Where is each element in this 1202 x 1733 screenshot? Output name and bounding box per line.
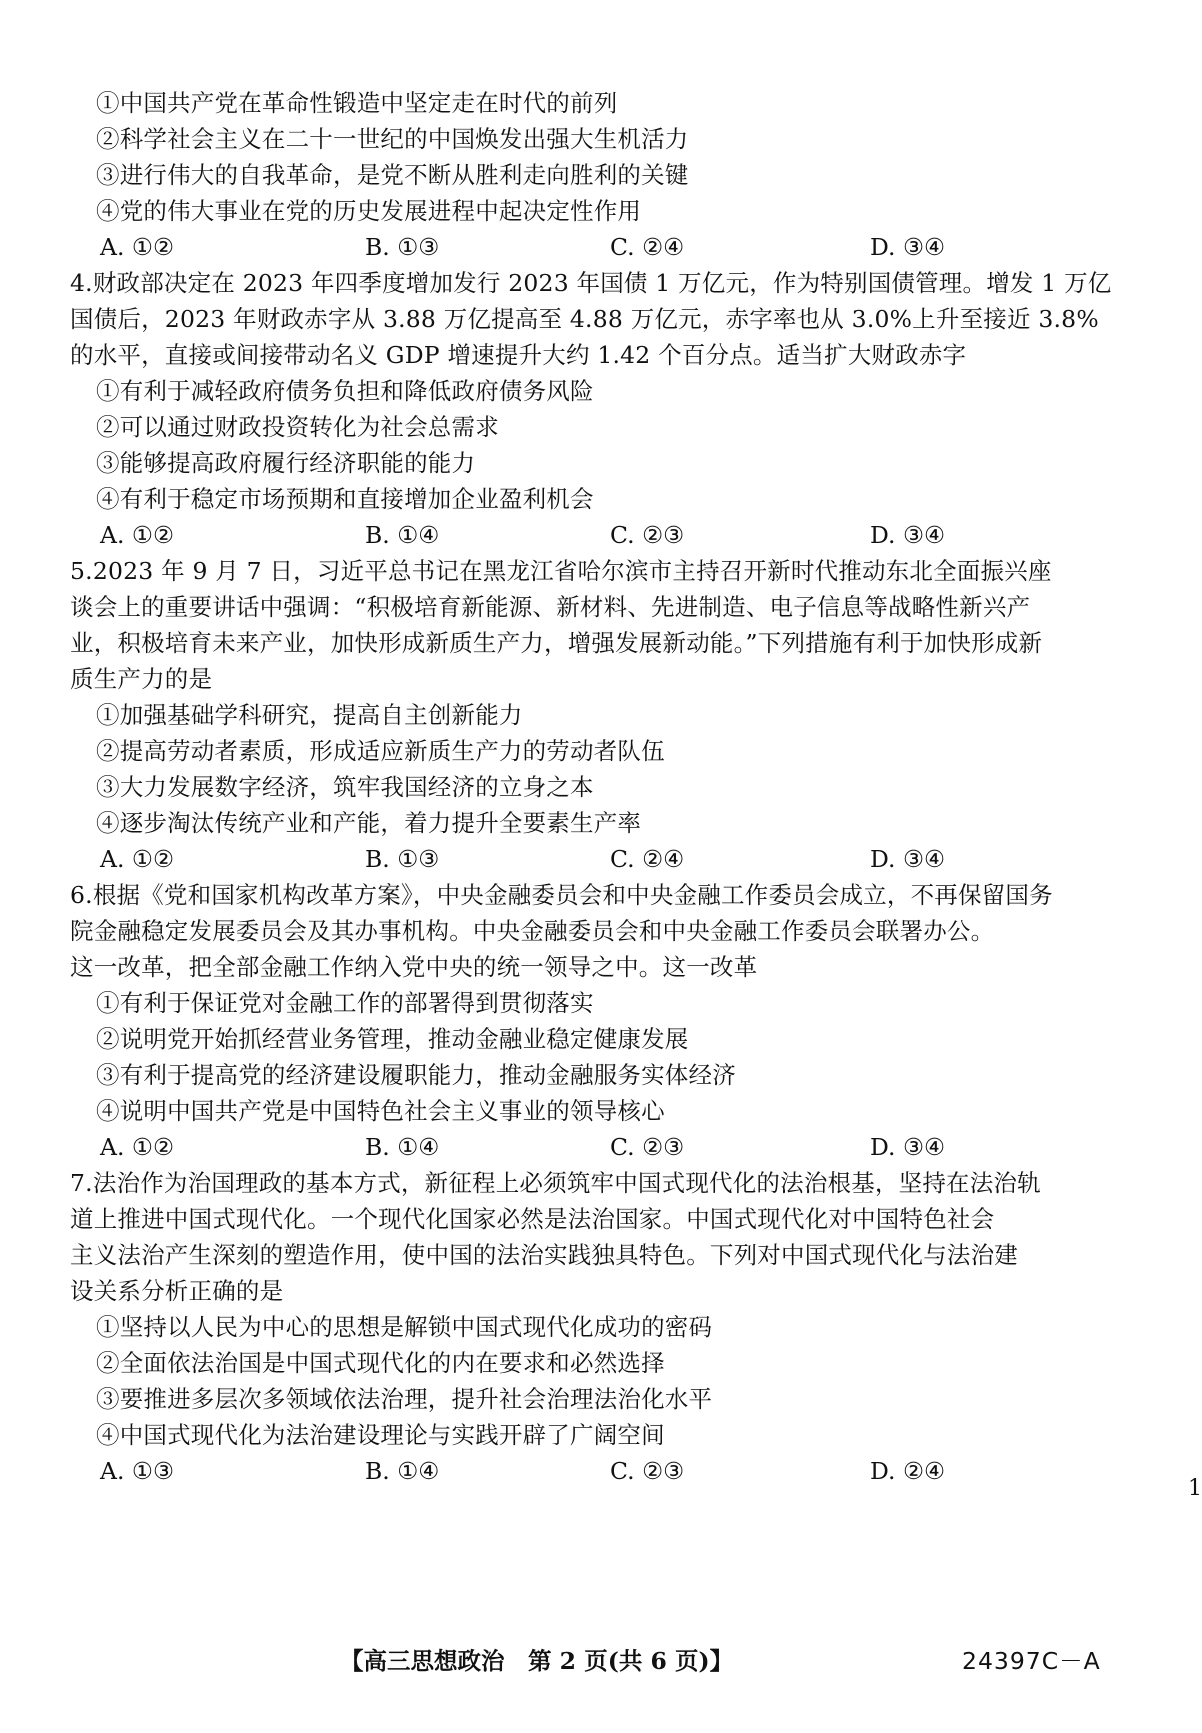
q7-stem-line-1: 7.法治作为治国理政的基本方式，新征程上必须筑牢中国式现代化的法治根基，坚持在法治轨	[70, 1169, 1041, 1197]
q6-option-4: ④说明中国共产党是中国特色社会主义事业的领导核心	[96, 1097, 665, 1125]
q4-option-4: ④有利于稳定市场预期和直接增加企业盈利机会	[96, 485, 594, 513]
q3-choice-d: D. ③④	[870, 233, 946, 261]
q7-stem-line-4: 设关系分析正确的是	[70, 1277, 284, 1305]
q5-stem-line-1: 5.2023 年 9 月 7 日，习近平总书记在黑龙江省哈尔滨市主持召开新时代推动东北全面振兴座	[70, 557, 1052, 585]
footer-code: 24397C－A	[962, 1647, 1101, 1675]
q3-option-4: ④党的伟大事业在党的历史发展进程中起决定性作用	[96, 197, 642, 225]
q5-option-4: ④逐步淘汰传统产业和产能，着力提升全要素生产率	[96, 809, 642, 837]
q6-choice-c: C. ②③	[610, 1133, 685, 1161]
q6-stem-line-2: 院金融稳定发展委员会及其办事机构。中央金融委员会和中央金融工作委员会联署办公。	[70, 917, 995, 945]
q5-choice-a: A. ①②	[100, 845, 175, 873]
q7-option-1: ①坚持以人民为中心的思想是解锁中国式现代化成功的密码	[96, 1313, 713, 1341]
q4-option-1: ①有利于减轻政府债务负担和降低政府债务风险	[96, 377, 594, 405]
q4-option-3: ③能够提高政府履行经济职能的能力	[96, 449, 476, 477]
q6-choice-b: B. ①④	[365, 1133, 440, 1161]
q7-choice-d: D. ②④	[870, 1457, 946, 1485]
q7-stem-line-2: 道上推进中国式现代化。一个现代化国家必然是法治国家。中国式现代化对中国特色社会	[70, 1205, 995, 1233]
q5-stem-line-4: 质生产力的是	[70, 665, 213, 693]
q4-choice-a: A. ①②	[100, 521, 175, 549]
q4-option-2: ②可以通过财政投资转化为社会总需求	[96, 413, 499, 441]
q6-choice-a: A. ①②	[100, 1133, 175, 1161]
q6-choice-d: D. ③④	[870, 1133, 946, 1161]
q5-stem-line-2: 谈会上的重要讲话中强调：“积极培育新能源、新材料、先进制造、电子信息等战略性新兴产	[70, 593, 1031, 621]
q5-choice-c: C. ②④	[610, 845, 685, 873]
q3-choice-a: A. ①②	[100, 233, 175, 261]
q6-option-3: ③有利于提高党的经济建设履职能力，推动金融服务实体经济	[96, 1061, 736, 1089]
q5-stem-line-3: 业，积极培育未来产业，加快形成新质生产力，增强发展新动能。”下列措施有利于加快形成新	[70, 629, 1043, 657]
footer-title: 【高三思想政治 第 2 页(共 6 页)】	[340, 1647, 734, 1675]
margin-mark: 1	[1188, 1476, 1202, 1501]
q4-choice-b: B. ①④	[365, 521, 440, 549]
q5-option-1: ①加强基础学科研究，提高自主创新能力	[96, 701, 523, 729]
q5-choice-d: D. ③④	[870, 845, 946, 873]
q5-option-2: ②提高劳动者素质，形成适应新质生产力的劳动者队伍	[96, 737, 665, 765]
q7-stem-line-3: 主义法治产生深刻的塑造作用，使中国的法治实践独具特色。下列对中国式现代化与法治建	[70, 1241, 1018, 1269]
q3-choice-b: B. ①③	[365, 233, 440, 261]
q4-stem-line-3: 的水平，直接或间接带动名义 GDP 增速提升大约 1.42 个百分点。适当扩大财政赤字	[70, 341, 967, 369]
q3-choice-c: C. ②④	[610, 233, 685, 261]
q4-stem-line-2: 国债后，2023 年财政赤字从 3.88 万亿提高至 4.88 万亿元，赤字率也从 3.0%上升至接近 3.8%	[70, 305, 1099, 333]
q6-option-1: ①有利于保证党对金融工作的部署得到贯彻落实	[96, 989, 594, 1017]
q4-choice-d: D. ③④	[870, 521, 946, 549]
q7-choice-b: B. ①④	[365, 1457, 440, 1485]
q6-option-2: ②说明党开始抓经营业务管理，推动金融业稳定健康发展	[96, 1025, 689, 1053]
q7-option-2: ②全面依法治国是中国式现代化的内在要求和必然选择	[96, 1349, 665, 1377]
q6-stem-line-1: 6.根据《党和国家机构改革方案》，中央金融委员会和中央金融工作委员会成立，不再保留国务	[70, 881, 1053, 909]
q7-choice-a: A. ①③	[100, 1457, 175, 1485]
q4-choice-c: C. ②③	[610, 521, 685, 549]
q3-option-3: ③进行伟大的自我革命，是党不断从胜利走向胜利的关键	[96, 161, 689, 189]
q3-option-2: ②科学社会主义在二十一世纪的中国焕发出强大生机活力	[96, 125, 689, 153]
q6-stem-line-3: 这一改革，把全部金融工作纳入党中央的统一领导之中。这一改革	[70, 953, 758, 981]
q7-choice-c: C. ②③	[610, 1457, 685, 1485]
q3-option-1: ①中国共产党在革命性锻造中坚定走在时代的前列	[96, 89, 618, 117]
q5-choice-b: B. ①③	[365, 845, 440, 873]
q7-option-3: ③要推进多层次多领域依法治理，提升社会治理法治化水平	[96, 1385, 713, 1413]
q7-option-4: ④中国式现代化为法治建设理论与实践开辟了广阔空间	[96, 1421, 665, 1449]
q5-option-3: ③大力发展数字经济，筑牢我国经济的立身之本	[96, 773, 594, 801]
q4-stem-line-1: 4.财政部决定在 2023 年四季度增加发行 2023 年国债 1 万亿元，作为特别国债管理。增发 1 万亿	[70, 269, 1112, 297]
